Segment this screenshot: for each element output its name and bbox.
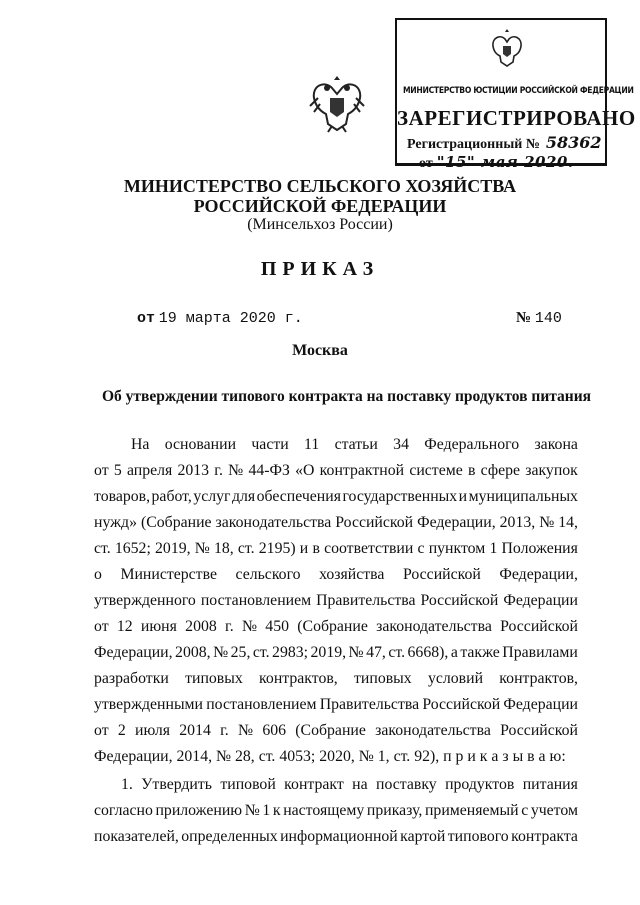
body-line: 1. Утвердить типовой контракт на поставку продуктов питания: [121, 776, 578, 793]
body-line: от 5 апреля 2013 г. № 44-ФЗ «О контрактной системе в сфере закупок: [94, 462, 578, 479]
body-line: о Министерстве сельского хозяйства Российской Федерации,: [94, 566, 578, 583]
stamp-emblem-icon: [485, 26, 529, 70]
order-number-line: [516, 310, 562, 327]
stamp-reg-label: Регистрационный №: [407, 137, 540, 152]
stamp-date-line: [419, 153, 574, 172]
stamp-registration-line: [407, 133, 602, 153]
order-subject: Об утверждении типового контракта на поставку продуктов питания: [102, 388, 592, 405]
order-date-line: [137, 310, 303, 327]
stamp-ministry: МИНИСТЕРСТВО ЮСТИЦИИ РОССИЙСКОЙ ФЕДЕРАЦИИ: [403, 86, 634, 96]
body-line: утвержденного постановлением Правительства Российской Федерации: [94, 592, 578, 609]
body-line: разработки типовых контрактов, типовых условий контрактов,: [94, 670, 578, 687]
body-line: от 2 июля 2014 г. № 606 (Собрание законодательства Российской: [94, 722, 578, 739]
body-line: ст. 1652; 2019, № 18, ст. 2195) и в соответствии с пунктом 1 Положения: [94, 540, 578, 557]
stamp-date: "15" мая 2020.: [436, 153, 574, 171]
ministry-short-name: (Минсельхоз России): [247, 216, 393, 233]
order-number-label: №: [516, 310, 532, 326]
stamp-reg-number: 58362: [545, 133, 602, 152]
body-line: показателей, определенных информационной картой типового контракта: [94, 828, 578, 845]
body-line: товаров, работ, услуг для обеспечения государственных и муниципальных: [94, 488, 578, 505]
ministry-name-line2: РОССИЙСКОЙ ФЕДЕРАЦИИ: [193, 196, 447, 216]
coat-of-arms-icon: [302, 68, 372, 138]
body-line: от 12 июня 2008 г. № 450 (Собрание законодательства Российской: [94, 618, 578, 635]
stamp-registered: ЗАРЕГИСТРИРОВАНО: [397, 106, 636, 130]
body-line: Федерации, 2008, № 25, ст. 2983; 2019, № 47, ст. 6668), а также Правилами: [94, 644, 578, 661]
order-date: 19 марта 2020 г.: [158, 310, 303, 327]
ministry-name-line1: МИНИСТЕРСТВО СЕЛЬСКОГО ХОЗЯЙСТВА: [123, 176, 517, 196]
city: Москва: [292, 342, 348, 359]
body-line: согласно приложению № 1 к настоящему приказу, применяемый с учетом: [94, 802, 578, 819]
body-line: Федерации, 2014, № 28, ст. 4053; 2020, № 1, ст. 92), п р и к а з ы в а ю:: [94, 748, 566, 765]
body-line: утвержденными постановлением Правительства Российской Федерации: [94, 696, 578, 713]
stamp-date-prefix: от: [419, 156, 433, 171]
body-line: На основании части 11 статьи 34 Федерального закона: [131, 436, 578, 453]
body-line: нужд» (Собрание законодательства Российской Федерации, 2013, № 14,: [94, 514, 578, 531]
order-date-label: от: [137, 310, 156, 327]
order-number: 140: [534, 310, 562, 327]
registration-stamp: [395, 18, 636, 171]
document-type: ПРИКАЗ: [260, 258, 380, 280]
